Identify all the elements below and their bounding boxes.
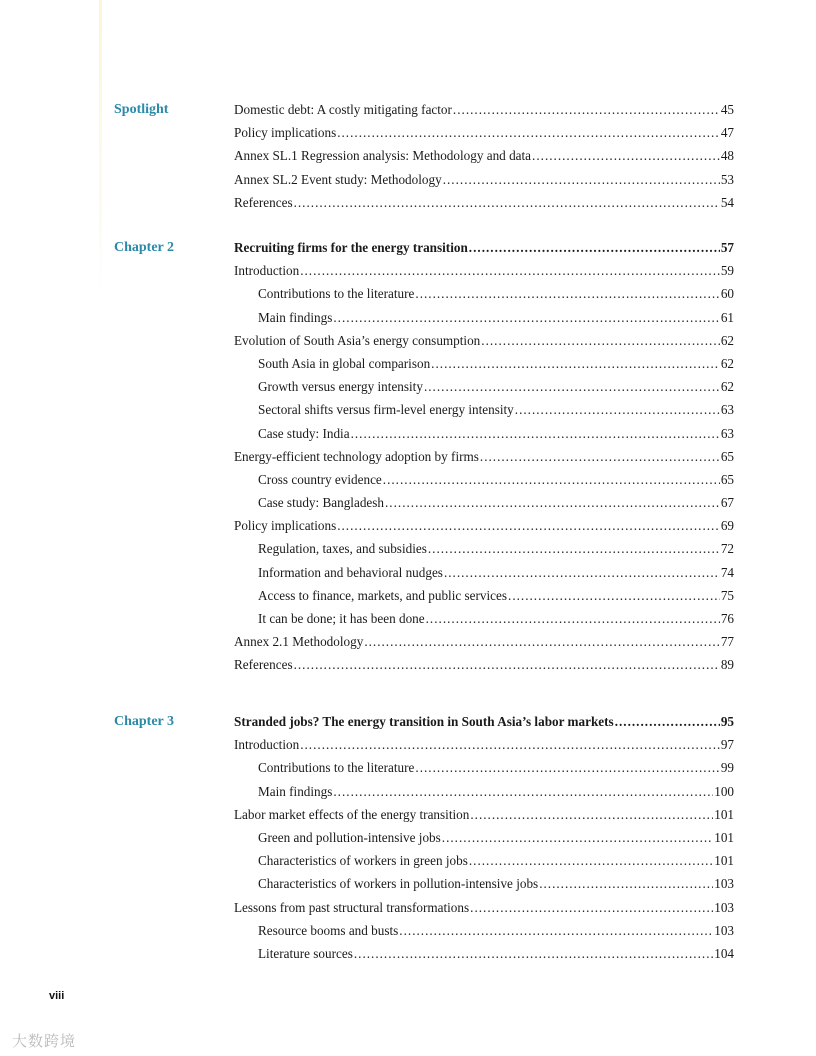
toc-entry-title: Annex SL.1 Regression analysis: Methodology and data bbox=[234, 148, 532, 164]
toc-entry[interactable] bbox=[234, 872, 734, 895]
toc-entry-title: Case study: India bbox=[258, 425, 350, 441]
toc-entry[interactable] bbox=[234, 756, 734, 779]
dot-leader bbox=[383, 468, 720, 491]
toc-entry[interactable] bbox=[234, 144, 734, 167]
toc-entry-title: Regulation, taxes, and subsidies bbox=[258, 541, 427, 557]
toc-entry-title: Characteristics of workers in pollution-intensive jobs bbox=[258, 876, 539, 892]
toc-entry-title: It can be done; it has been done bbox=[258, 611, 425, 626]
toc-entry-title: Lessons from past structural transformations bbox=[234, 899, 470, 915]
toc-entry[interactable] bbox=[234, 306, 734, 329]
toc-entry-title: Cross country evidence bbox=[258, 471, 382, 487]
dot-leader bbox=[300, 733, 720, 756]
margin-rule bbox=[99, 0, 102, 300]
toc-entry[interactable] bbox=[234, 561, 734, 584]
page-number: viii bbox=[49, 990, 65, 1002]
toc-entry-page: 99 bbox=[720, 760, 734, 776]
dot-leader bbox=[539, 872, 713, 895]
toc-entry-page: 104 bbox=[714, 945, 734, 961]
toc-entry[interactable] bbox=[234, 445, 734, 468]
toc-entry-title: Recruiting firms for the energy transition bbox=[234, 240, 468, 255]
toc-entry-title: Information and behavioral nudges bbox=[258, 564, 443, 580]
toc-entry[interactable] bbox=[234, 780, 734, 803]
dot-leader bbox=[385, 491, 720, 514]
toc-entry-page: 72 bbox=[720, 541, 734, 557]
dot-leader bbox=[532, 144, 720, 167]
toc-entry-title: Case study: Bangladesh bbox=[258, 495, 384, 511]
toc-entry[interactable] bbox=[234, 352, 734, 375]
dot-leader bbox=[399, 919, 713, 942]
toc-entry-title: References bbox=[234, 657, 293, 673]
toc-entry-page: 101 bbox=[714, 806, 734, 822]
dot-leader bbox=[354, 942, 713, 965]
toc-entry-page: 60 bbox=[720, 286, 734, 302]
watermark: 大数跨境 bbox=[12, 1032, 77, 1050]
toc-entry[interactable] bbox=[234, 942, 734, 965]
toc-entry[interactable] bbox=[234, 607, 734, 630]
toc-entry-title: Contributions to the literature bbox=[258, 760, 415, 776]
toc-entry-page: 69 bbox=[720, 518, 734, 534]
toc-entry-title: Green and pollution-intensive jobs bbox=[258, 829, 441, 845]
dot-leader bbox=[426, 607, 720, 630]
toc-entry-page: 59 bbox=[720, 263, 734, 279]
toc-entry[interactable] bbox=[234, 584, 734, 607]
toc-entry[interactable] bbox=[234, 468, 734, 491]
toc-entry[interactable] bbox=[234, 919, 734, 942]
toc-entry-page: 48 bbox=[720, 148, 734, 164]
toc-entry-page: 62 bbox=[720, 332, 734, 348]
toc-entry[interactable] bbox=[234, 896, 734, 919]
toc-entry-title: Policy implications bbox=[234, 518, 337, 534]
toc-entry-page: 61 bbox=[720, 309, 734, 325]
toc-entry[interactable] bbox=[234, 653, 734, 676]
toc-entry[interactable] bbox=[234, 329, 734, 352]
toc-entry-page: 103 bbox=[714, 922, 734, 938]
toc-entry-title: Domestic debt: A costly mitigating factor bbox=[234, 102, 452, 117]
toc-entry-page: 101 bbox=[714, 829, 734, 845]
toc-entry-page: 54 bbox=[720, 194, 734, 210]
toc-entry-page: 103 bbox=[714, 876, 734, 892]
toc-entry[interactable] bbox=[234, 537, 734, 560]
toc-entry[interactable] bbox=[234, 710, 734, 733]
toc-entry-title: Contributions to the literature bbox=[258, 286, 415, 302]
dot-leader bbox=[333, 306, 719, 329]
toc-entry-title: Energy-efficient technology adoption by firms bbox=[234, 448, 479, 464]
toc-entry[interactable] bbox=[234, 282, 734, 305]
dot-leader bbox=[453, 98, 720, 121]
toc-entry-page: 89 bbox=[720, 657, 734, 673]
toc-entry-title: Characteristics of workers in green jobs bbox=[258, 853, 468, 869]
toc-entry[interactable] bbox=[234, 375, 734, 398]
toc-entry-page: 62 bbox=[720, 355, 734, 371]
toc-entry-title: Introduction bbox=[234, 737, 300, 753]
toc-entry-page: 45 bbox=[720, 102, 734, 117]
toc-entries bbox=[234, 710, 734, 965]
dot-leader bbox=[470, 896, 713, 919]
toc-entry[interactable] bbox=[234, 422, 734, 445]
dot-leader bbox=[508, 584, 720, 607]
toc-entry[interactable] bbox=[234, 98, 734, 121]
toc-entry-title: Introduction bbox=[234, 263, 300, 279]
dot-leader bbox=[515, 398, 720, 421]
toc-entry-page: 63 bbox=[720, 402, 734, 418]
dot-leader bbox=[424, 375, 720, 398]
toc-entry-page: 57 bbox=[720, 240, 734, 255]
dot-leader bbox=[442, 826, 713, 849]
dot-leader bbox=[431, 352, 720, 375]
toc-entry[interactable] bbox=[234, 630, 734, 653]
toc-entry-page: 65 bbox=[720, 471, 734, 487]
dot-leader bbox=[415, 282, 719, 305]
toc-entry-title: Main findings bbox=[258, 309, 333, 325]
dot-leader bbox=[443, 168, 720, 191]
toc-entry-page: 62 bbox=[720, 379, 734, 395]
dot-leader bbox=[615, 710, 720, 733]
toc-entry-title: Main findings bbox=[258, 783, 333, 799]
toc-entry-page: 103 bbox=[714, 899, 734, 915]
dot-leader bbox=[294, 653, 720, 676]
dot-leader bbox=[480, 445, 720, 468]
toc-entry-page: 77 bbox=[720, 634, 734, 650]
toc-entry[interactable] bbox=[234, 259, 734, 282]
toc-entry-page: 65 bbox=[720, 448, 734, 464]
toc-entry-title: Growth versus energy intensity bbox=[258, 379, 423, 395]
dot-leader bbox=[294, 191, 720, 214]
toc-entry-title: Annex 2.1 Methodology bbox=[234, 634, 364, 650]
dot-leader bbox=[428, 537, 720, 560]
dot-leader bbox=[337, 514, 720, 537]
toc-entry-page: 47 bbox=[720, 125, 734, 141]
dot-leader bbox=[300, 259, 720, 282]
dot-leader bbox=[415, 756, 719, 779]
dot-leader bbox=[469, 849, 713, 872]
toc-entry-title: Access to finance, markets, and public services bbox=[258, 587, 508, 603]
toc-entry-title: Annex SL.2 Event study: Methodology bbox=[234, 171, 442, 187]
dot-leader bbox=[351, 422, 720, 445]
toc-entry-page: 76 bbox=[720, 611, 734, 626]
dot-leader bbox=[469, 236, 720, 259]
toc-entry-title: South Asia in global comparison bbox=[258, 355, 431, 371]
toc-entry-page: 74 bbox=[720, 564, 734, 580]
dot-leader bbox=[337, 121, 720, 144]
toc-entry[interactable] bbox=[234, 491, 734, 514]
toc-entry-title: Policy implications bbox=[234, 125, 337, 141]
toc-entries bbox=[234, 98, 734, 214]
toc-entry[interactable] bbox=[234, 168, 734, 191]
toc-entry-page: 63 bbox=[720, 425, 734, 441]
toc-entry-title: Sectoral shifts versus firm-level energy intensity bbox=[258, 402, 514, 418]
toc-entry-page: 97 bbox=[720, 737, 734, 753]
toc-entries bbox=[234, 236, 734, 677]
toc-entry[interactable] bbox=[234, 398, 734, 421]
toc-entry-page: 95 bbox=[720, 714, 734, 729]
toc-entry-title: Labor market effects of the energy transition bbox=[234, 806, 470, 822]
toc-entry-title: Literature sources bbox=[258, 945, 353, 961]
dot-leader bbox=[333, 780, 713, 803]
dot-leader bbox=[364, 630, 720, 653]
section-label: Chapter 3 bbox=[114, 714, 175, 729]
toc-entry-title: Resource booms and busts bbox=[258, 922, 399, 938]
toc-entry-page: 53 bbox=[720, 171, 734, 187]
toc-entry[interactable] bbox=[234, 733, 734, 756]
toc-entry-page: 67 bbox=[720, 495, 734, 511]
toc-entry[interactable] bbox=[234, 849, 734, 872]
toc-entry[interactable] bbox=[234, 191, 734, 214]
toc-entry[interactable] bbox=[234, 826, 734, 849]
toc-entry[interactable] bbox=[234, 803, 734, 826]
toc-entry-title: Stranded jobs? The energy transition in South Asia’s labor markets bbox=[234, 714, 614, 729]
dot-leader bbox=[444, 561, 720, 584]
section-label: Chapter 2 bbox=[114, 240, 175, 255]
section-label: Spotlight bbox=[114, 102, 169, 117]
dot-leader bbox=[470, 803, 713, 826]
toc-entry[interactable] bbox=[234, 514, 734, 537]
toc-entry-page: 101 bbox=[714, 853, 734, 869]
toc-entry-page: 75 bbox=[720, 587, 734, 603]
toc-entry-page: 100 bbox=[714, 783, 734, 799]
toc-entry-title: Evolution of South Asia’s energy consumption bbox=[234, 332, 481, 348]
toc-entry-title: References bbox=[234, 194, 293, 210]
toc-entry[interactable] bbox=[234, 121, 734, 144]
dot-leader bbox=[481, 329, 720, 352]
toc-entry[interactable] bbox=[234, 236, 734, 259]
